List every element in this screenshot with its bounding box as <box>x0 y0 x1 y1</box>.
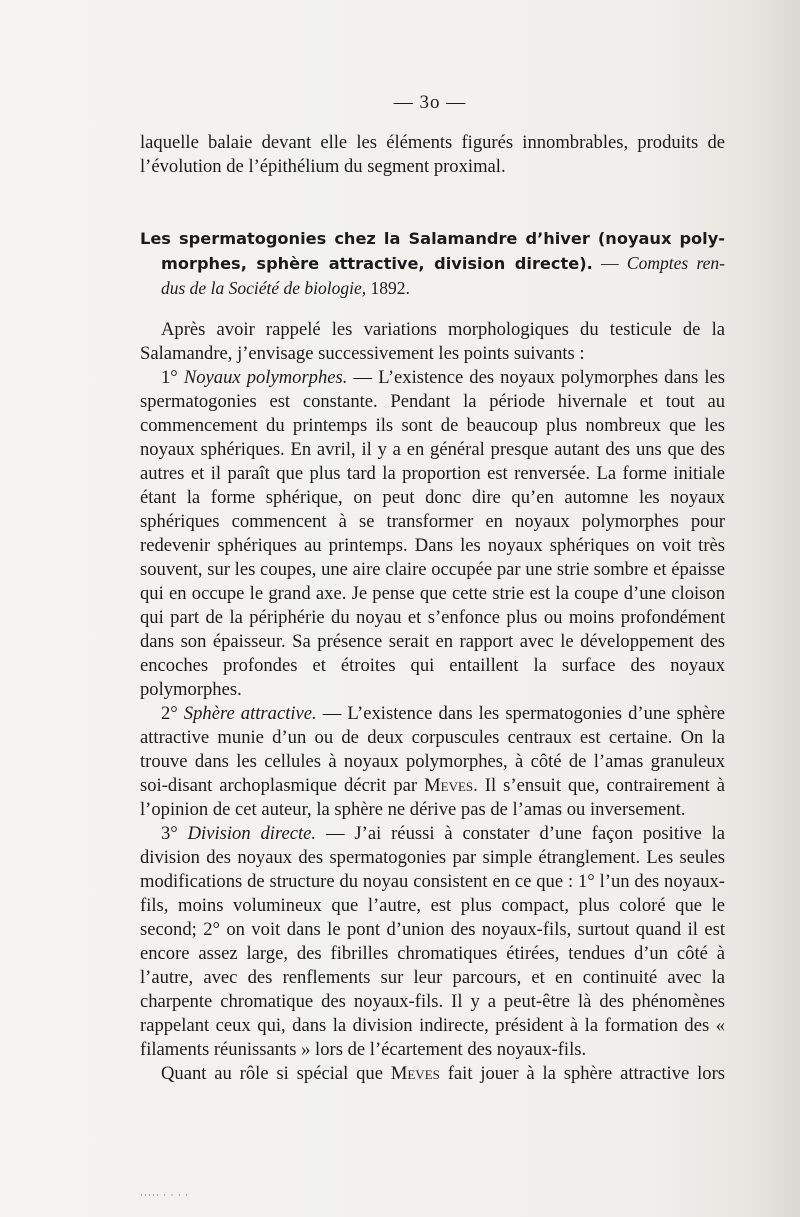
section-3-title: Division directe. <box>187 823 317 844</box>
heading-line-3 <box>140 276 725 300</box>
heading-title-part-1: Les spermatogonies chez la Salamandre d’hiver (noyaux poly- <box>140 229 725 248</box>
section-2-text-a: — L’existence dans les spermatogonies d’une sphère attractive munie d’un ou de deux corpuscules centraux est certaine. On la trouve dans les cellules à noyaux polymorphes, à côté de l’amas granuleux soi-disant archoplasmique décrit par <box>140 703 725 796</box>
heading-line-1 <box>140 226 725 251</box>
section-2-text-b: . Il s’ensuit que, contrairement à l’opinion de cet auteur, la sphère ne dérive pas de l’amas ou inversement. <box>140 775 726 820</box>
section-2-number: 2° <box>161 703 184 724</box>
section-3-number: 3° <box>161 823 188 844</box>
heading-journal-a: Comptes ren- <box>626 253 726 273</box>
author-name-meves: Meves <box>424 775 474 796</box>
paragraph-2 <box>140 366 725 702</box>
heading-journal-b: dus de la Société de biologie, <box>161 278 367 298</box>
intro-line-2: l’évolution de l’épithélium du segment proximal. <box>140 156 506 177</box>
intro-paragraph <box>140 131 725 179</box>
paragraph-3 <box>140 702 725 822</box>
paragraph-5 <box>140 1062 725 1086</box>
section-2-title: Sphère attractive. <box>183 703 317 724</box>
paragraph-1: Après avoir rappelé les variations morphologiques du testicule de la Salamandre, j’envisage successivement les points suivants : <box>140 319 725 364</box>
publication-heading <box>140 226 725 300</box>
page-number: — 3o — <box>393 92 467 113</box>
author-name-meves-2: Meves <box>390 1063 440 1084</box>
section-1-number: 1° <box>161 367 184 388</box>
paragraph-5-text-b: fait jouer à la sphère attractive lors <box>439 1063 725 1084</box>
heading-dash: — <box>592 253 627 273</box>
intro-line-1: laquelle balaie devant elle les éléments figurés innombrables, produits de <box>140 132 725 153</box>
heading-title-part-2: morphes, sphère attractive, division directe). <box>161 254 593 273</box>
heading-year: 1892. <box>366 278 410 298</box>
section-3-text: — J’ai réussi à constater d’une façon positive la division des noyaux des spermatogonies par simple étranglement. Les seules modifications de structure du noyau consistent en ce que : 1° l’un des noyaux-fils, moins volumineux que l’autre, est plus compact, plus coloré que le second; 2° on voit dans le pont d’union des noyaux-fils, surtout quand il est encore assez large, des fibrilles chromatiques étirées, tendues d’un côté à l’autre, avec des renflements sur leur parcours, et en continuité avec la charpente chromatique des noyaux-fils. Il y a peut-être là des phénomènes rappelant ceux qui, dans la division indirecte, président à la formation des « filaments réunissants » lors de l’écartement des noyaux-fils. <box>140 823 725 1060</box>
scan-specks: ····· · · · · <box>140 1190 189 1200</box>
section-1-title: Noyaux polymorphes. <box>183 367 348 388</box>
paragraph-4 <box>140 822 725 1062</box>
section-1-text: — L’existence des noyaux polymorphes dans les spermatogonies est constante. Pendant la période hivernale et tout au commencement du printemps ils sont de beaucoup plus nombreux que les noyaux sphériques. En avril, il y a en général presque autant des uns que des autres et il paraît que plus tard la proportion est renversée. La forme initiale étant la forme sphérique, on peut donc dire qu’en automne les noyaux sphériques commencent à se transformer en noyaux polymorphes pour redevenir sphériques au printemps. Dans les noyaux sphériques on voit très souvent, sur les coupes, une aire claire occupée par une strie sombre et épaisse qui en occupe le grand axe. Je pense que cette strie est la coupe d’une cloison qui part de la périphérie du noyau et s’enfonce plus ou moins profondément dans son épaisseur. Sa présence serait en rapport avec le développement des encoches profondes et étroites qui entaillent la surface des noyaux polymorphes. <box>140 367 725 700</box>
heading-line-2 <box>140 251 725 276</box>
body-text <box>140 318 725 1086</box>
paragraph-5-text-a: Quant au rôle si spécial que <box>161 1063 391 1084</box>
